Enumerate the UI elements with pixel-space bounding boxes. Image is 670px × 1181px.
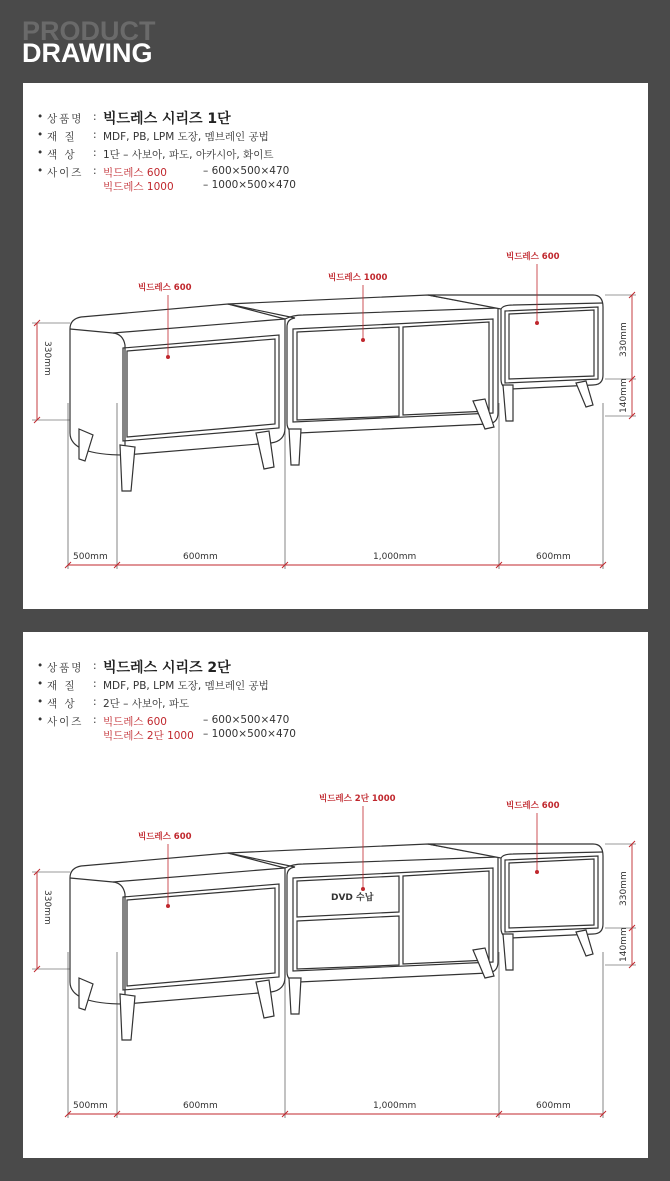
- spec-key: 상품명: [47, 113, 84, 125]
- bullet: •: [37, 714, 44, 726]
- size-dims: – 600×500×470: [203, 714, 290, 726]
- spec-value: 1단 – 사보아, 파도, 아카시아, 화이트: [103, 149, 274, 161]
- left-height-label: 330mm: [42, 890, 52, 925]
- spec-colon: :: [93, 111, 97, 123]
- right-height-label-140: 140mm: [619, 927, 629, 962]
- label-right-cabinet-dot: [535, 870, 539, 874]
- right-height-label-140: 140mm: [619, 378, 629, 413]
- product-name: 빅드레스 시리즈 2단: [103, 660, 231, 676]
- leg: [503, 385, 513, 421]
- bullet: •: [37, 678, 44, 690]
- spec-colon: :: [93, 147, 97, 159]
- label-left-cabinet-dot: [166, 904, 170, 908]
- right-height-label-330: 330mm: [619, 322, 629, 357]
- leg: [503, 934, 513, 970]
- spec-key: 재 질: [47, 131, 77, 143]
- size-name: 빅드레스 1000: [103, 181, 174, 193]
- width-label-1000: 1,000mm: [373, 552, 417, 562]
- bullet: •: [37, 165, 44, 177]
- size-dims: – 600×500×470: [203, 165, 290, 177]
- dvd-storage-label: DVD 수납: [331, 893, 374, 903]
- bullet: •: [37, 696, 44, 708]
- furniture-drawing: [23, 83, 648, 609]
- size-dims: – 1000×500×470: [203, 179, 296, 191]
- width-label-1000: 1,000mm: [373, 1101, 417, 1111]
- furniture-drawing: [23, 632, 648, 1158]
- spec-key: 재 질: [47, 680, 77, 692]
- width-label-600-left: 600mm: [183, 552, 218, 562]
- spec-key: 사이즈: [47, 716, 84, 728]
- spec-key: 색 상: [47, 149, 77, 161]
- drawing-panel-1: [23, 83, 648, 609]
- bullet: •: [37, 147, 44, 159]
- spec-colon: :: [93, 678, 97, 690]
- label-middle-cabinet: 빅드레스 1000: [328, 273, 388, 283]
- label-left-cabinet: 빅드레스 600: [138, 832, 192, 842]
- size-name: 빅드레스 2단 1000: [103, 730, 194, 742]
- label-left-cabinet: 빅드레스 600: [138, 283, 192, 293]
- width-label-600-right: 600mm: [536, 552, 571, 562]
- product-name: 빅드레스 시리즈 1단: [103, 111, 231, 127]
- leg: [289, 978, 301, 1014]
- right-height-label-330: 330mm: [619, 871, 629, 906]
- label-right-cabinet: 빅드레스 600: [506, 801, 560, 811]
- spec-colon: :: [93, 165, 97, 177]
- label-left-cabinet-dot: [166, 355, 170, 359]
- bullet: •: [37, 111, 44, 123]
- header-line-2: DRAWING: [22, 38, 153, 68]
- size-name: 빅드레스 600: [103, 716, 167, 728]
- spec-colon: :: [93, 129, 97, 141]
- label-right-cabinet-dot: [535, 321, 539, 325]
- drawing-panel-2: [23, 632, 648, 1158]
- left-height-label: 330mm: [42, 341, 52, 376]
- spec-key: 사이즈: [47, 167, 84, 179]
- spec-key: 색 상: [47, 698, 77, 710]
- label-right-cabinet: 빅드레스 600: [506, 252, 560, 262]
- spec-key: 상품명: [47, 662, 84, 674]
- leg: [120, 994, 135, 1040]
- width-label-500: 500mm: [73, 552, 108, 562]
- label-middle-cabinet: 빅드레스 2단 1000: [319, 794, 396, 804]
- width-label-500: 500mm: [73, 1101, 108, 1111]
- spec-value: 2단 – 사보아, 파도: [103, 698, 190, 710]
- leg: [120, 445, 135, 491]
- spec-colon: :: [93, 696, 97, 708]
- leg: [289, 429, 301, 465]
- spec-colon: :: [93, 660, 97, 672]
- spec-value: MDF, PB, LPM 도장, 멤브레인 공법: [103, 680, 269, 692]
- size-name: 빅드레스 600: [103, 167, 167, 179]
- page-header: [22, 18, 156, 67]
- spec-colon: :: [93, 714, 97, 726]
- label-middle-cabinet-dot: [361, 338, 365, 342]
- bullet: •: [37, 660, 44, 672]
- header-line-1: PRODUCT: [22, 16, 156, 46]
- size-dims: – 1000×500×470: [203, 728, 296, 740]
- label-middle-cabinet-dot: [361, 887, 365, 891]
- width-label-600-right: 600mm: [536, 1101, 571, 1111]
- width-label-600-left: 600mm: [183, 1101, 218, 1111]
- bullet: •: [37, 129, 44, 141]
- spec-value: MDF, PB, LPM 도장, 멤브레인 공법: [103, 131, 269, 143]
